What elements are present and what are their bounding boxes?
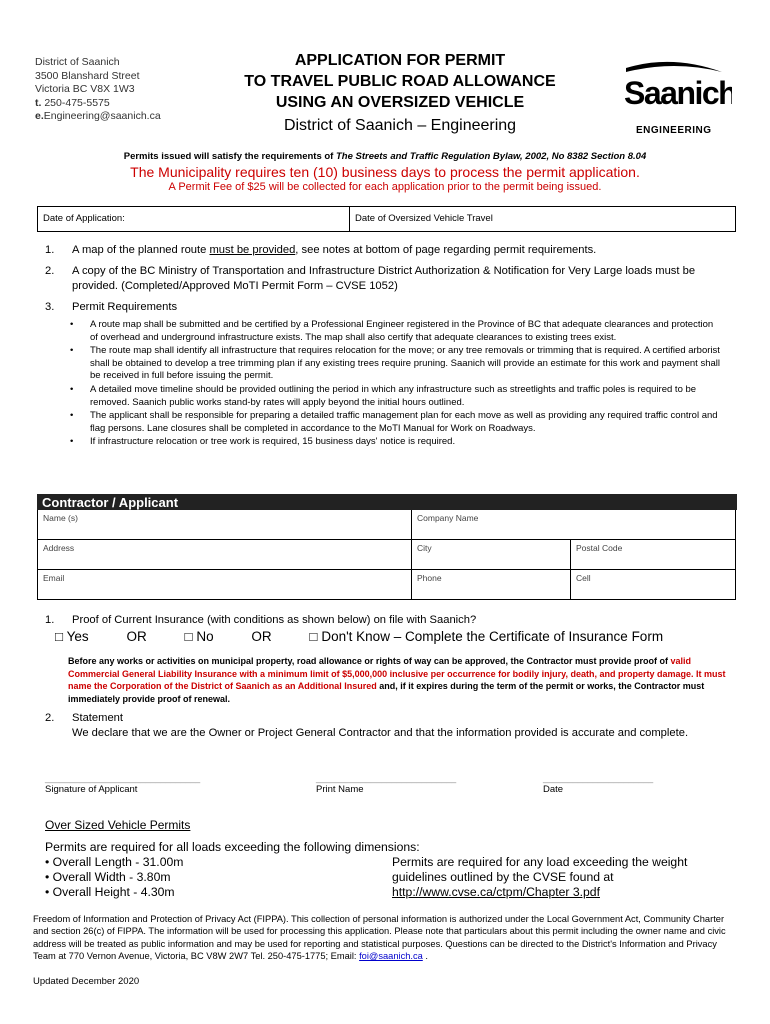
item-text: Permit Requirements [72, 301, 178, 313]
dont-know-checkbox[interactable]: □ Don't Know – Complete the Certificate of Insurance Form [309, 629, 664, 644]
bullet-icon: • [70, 383, 74, 395]
phone-field[interactable]: Phone [412, 570, 571, 599]
weight-text: Permits are required for any load exceeding the weight [392, 855, 688, 869]
bullet-text: The route map shall identify all infrastructure that requires relocation for the move; or any tree removals or trimming that is required. A certified arborist shall be obtained to develop a tree trimming plan if any existing trees require pruning. Saanich will provide an estimate for this work and payment shall be received in full before issuing the permit. [90, 345, 720, 382]
email-field[interactable]: Email [38, 570, 412, 599]
conditions-text: and, if it expires during the term of the permit or works, the Contractor must immediately provide proof of renewal. [68, 681, 705, 704]
list-item [37, 300, 734, 315]
requirements-list [37, 243, 734, 315]
table-row [38, 510, 735, 539]
conditions-text: Before any works or activities on municipal property, road allowance or rights of way can be approved, the Contractor must provide proof of [68, 656, 671, 666]
address-line: 3500 Blanshard Street [35, 69, 140, 82]
dimension-list [45, 840, 420, 900]
bullet-item [70, 436, 720, 449]
item-text: A copy of the BC Ministry of Transportation and Infrastructure District Authorization & Notification for Very Large loads must be provided. (Completed/Approved MoTI Permit Form – CVSE 1052) [72, 265, 696, 292]
signature-label: Signature of Applicant [45, 784, 138, 795]
dimension-height: • Overall Height - 4.30m [45, 885, 175, 899]
or-label: OR [126, 629, 147, 644]
dimension-width: • Overall Width - 3.80m [45, 870, 171, 884]
contractor-heading: Contractor / Applicant [37, 494, 737, 510]
item-text-part: , see notes at bottom of page regarding permit requirements. [295, 244, 597, 256]
item-number: 2. [45, 265, 55, 277]
postal-code-field[interactable]: Postal Code [576, 543, 623, 553]
date-fields [37, 206, 736, 232]
item-number: 1. [45, 614, 55, 626]
foi-email-link[interactable]: foi@saanich.ca [359, 950, 423, 961]
print-name-line[interactable]: ____________________________ [316, 773, 457, 783]
address-line: District of Saanich [35, 56, 120, 68]
date-of-application-field[interactable]: Date of Application: [38, 207, 350, 231]
list-item [37, 264, 734, 294]
insurance-conditions [68, 655, 728, 705]
date-label: Date [543, 784, 564, 795]
item-text: Proof of Current Insurance (with conditions as shown below) on file with Saanich? [72, 614, 477, 626]
cvse-link[interactable]: http://www.cvse.ca/ctpm/Chapter 3.pdf [392, 885, 600, 899]
bullet-item [70, 319, 720, 344]
statement-section [37, 711, 734, 741]
item-number: 1. [45, 244, 55, 256]
table-row [38, 569, 735, 599]
table-row [38, 539, 735, 569]
bylaw-reference: The Streets and Traffic Regulation Bylaw, 2002, No 8382 Section 8.04 [335, 151, 647, 162]
permit-requirements-bullets [70, 319, 720, 449]
bullet-icon: • [70, 410, 74, 422]
logo-engineering-label: ENGINEERING [636, 125, 712, 136]
or-label: OR [251, 629, 272, 644]
district-address [35, 56, 161, 124]
bullet-icon: • [70, 319, 74, 330]
item-number: 2. [45, 712, 55, 724]
item-text-part: A map of the planned route [72, 244, 210, 256]
processing-notice: The Municipality requires ten (10) business days to process the permit application. [130, 164, 640, 180]
updated-date: Updated December 2020 [33, 976, 140, 987]
form-title [200, 50, 600, 113]
phone-line [35, 97, 161, 111]
email-prefix: e. [35, 110, 44, 122]
item-text-underline: must be provided [209, 244, 296, 256]
bullet-text: The applicant shall be responsible for preparing a detailed traffic management plan for each move as well as providing any required traffic control and flag persons. Lane closures shall be completed in accordance to the MoTI Manual for Work on Roadways. [90, 410, 718, 434]
bylaw-requirement [0, 151, 770, 162]
phone-number: 250-475-5575 [44, 96, 110, 109]
yes-checkbox[interactable]: □ Yes [55, 629, 89, 644]
item-text [72, 711, 734, 741]
conditions-red-text: valid Commercial General Liability Insurance with a minimum limit of $5,000,000 inclusive per occurrence for bodily injury, death, and property damage. It must name the Corporation of the District of Saanich as an Additional Insured [68, 656, 726, 691]
bullet-text: A route map shall be submitted and be certified by a Professional Engineer registered in the Province of BC that adequate clearances and protection of overhead and underground infrastructure exists. The map shall also certify that adequate clearances to existing trees exist. [90, 319, 714, 343]
item-text [72, 243, 734, 258]
bullet-text: If infrastructure relocation or tree work is required, 15 business days' notice is required. [90, 436, 456, 448]
list-item [37, 613, 734, 628]
bullet-icon: • [70, 436, 74, 448]
cell-field[interactable]: Cell [576, 573, 591, 583]
title-line: APPLICATION FOR PERMIT [294, 52, 506, 69]
address-line: Victoria BC V8X 1W3 [35, 83, 135, 95]
email-line [35, 110, 161, 124]
contractor-table [37, 510, 736, 600]
item-number: 3. [45, 301, 55, 313]
weight-text: guidelines outlined by the CVSE found at [392, 870, 614, 884]
signature-line[interactable]: _______________________________ [45, 773, 201, 783]
print-name-label: Print Name [316, 784, 364, 795]
fippa-text: Freedom of Information and Protection of Privacy Act (FIPPA). This collection of personal information is authorized under the Local Government Act, Community Charter and section 26(c) of FIPPA. The information will be used for processing this application. Please note that particulars about this permit including the owner name and civic address will be treated as public information and may be used for reporting and statistical purposes. Questions can be directed to the District's Information and Privacy Team at 770 Vernon Avenue, Victoria, BC V8W 2W7 Tel. 250-475-1775; Email: [33, 914, 726, 961]
list-item [37, 243, 734, 258]
bullet-icon: • [70, 345, 74, 357]
bylaw-prefix: Permits issued will satisfy the requirements of [123, 151, 336, 162]
insurance-question [37, 613, 734, 628]
saanich-logo-graphic [622, 58, 732, 118]
bullet-item [70, 410, 720, 435]
statement-text: We declare that we are the Owner or Project General Contractor and that the information provided is accurate and complete. [72, 727, 689, 739]
name-field[interactable]: Name (s) [38, 510, 412, 539]
date-of-travel-field[interactable]: Date of Oversized Vehicle Travel [355, 213, 493, 224]
insurance-options [55, 629, 663, 644]
oversized-heading: Over Sized Vehicle Permits [45, 818, 191, 832]
weight-guidelines [392, 855, 687, 900]
email-address: Engineering@saanich.ca [43, 110, 161, 122]
address-field[interactable]: Address [38, 540, 412, 569]
bullet-item [70, 384, 720, 409]
fee-notice: A Permit Fee of $25 will be collected for each application prior to the permit being issued. [168, 181, 602, 193]
bullet-item [70, 345, 720, 383]
company-name-field[interactable]: Company Name [417, 513, 479, 523]
logo-text: Saanich [624, 75, 732, 111]
date-line[interactable]: ______________________ [543, 773, 654, 783]
fippa-notice [33, 913, 738, 962]
fippa-tail: . [422, 950, 428, 961]
list-item [37, 711, 734, 741]
city-field[interactable]: City [412, 540, 571, 569]
dimension-intro: Permits are required for all loads exceeding the following dimensions: [45, 840, 420, 854]
title-line: TO TRAVEL PUBLIC ROAD ALLOWANCE [244, 73, 556, 90]
phone-prefix: t. [35, 96, 42, 109]
no-checkbox[interactable]: □ No [184, 629, 214, 644]
dimension-length: • Overall Length - 31.00m [45, 855, 184, 869]
title-line: USING AN OVERSIZED VEHICLE [275, 94, 525, 111]
statement-heading: Statement [72, 712, 123, 724]
form-subtitle: District of Saanich – Engineering [283, 117, 517, 134]
bullet-text: A detailed move timeline should be provided outlining the period in which any infrastructure such as streetlights and traffic poles is required to be removed. Saanich public works stand-by rates will apply beyond the initial hours outlined. [90, 383, 697, 408]
